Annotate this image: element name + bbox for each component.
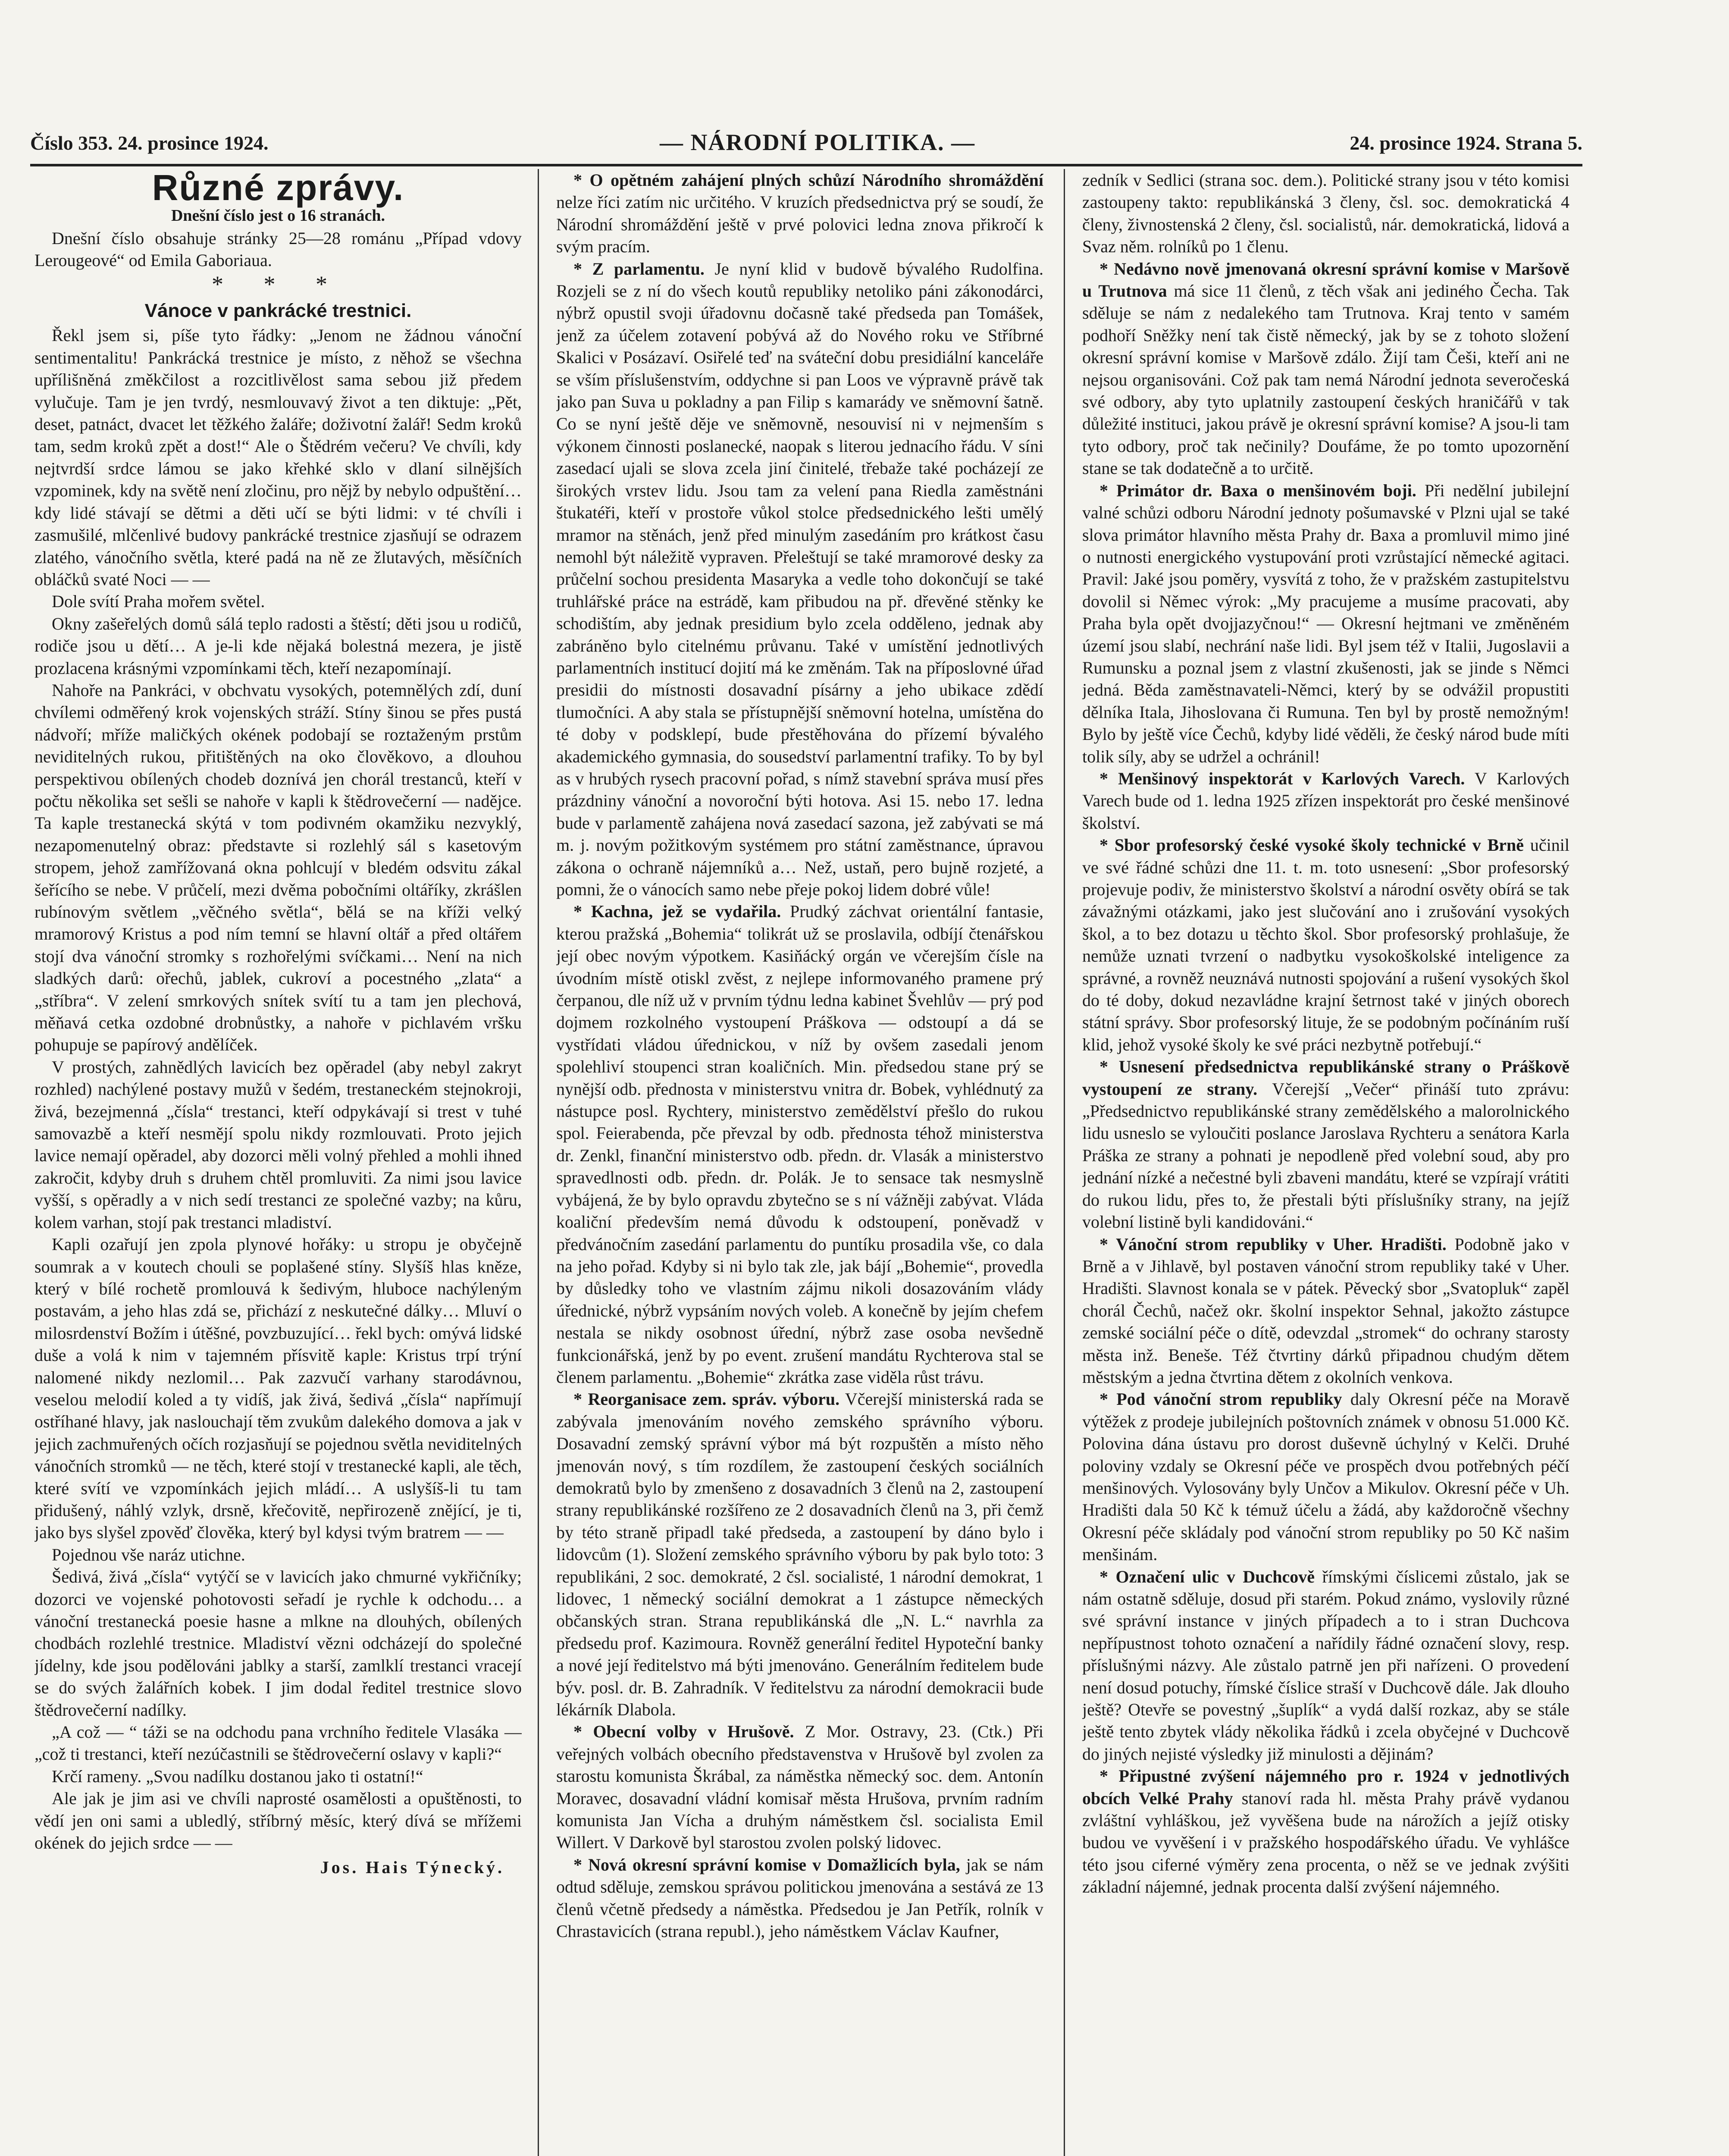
news-items: [1082, 169, 1569, 1898]
news-item: [556, 1388, 1043, 1720]
news-item: [1082, 258, 1569, 479]
news-item-text: zedník v Sedlici (strana soc. dem.). Politické strany jsou v této komisi zastoupeny takto: republikánská 3 členy, čsl. soc. demokratická 4 členy, živnostenská 2 členy, čsl. socialistů, nár. demokratická, lidová a Svaz něm. rolníků po 1 členu.: [1082, 170, 1569, 257]
issue-number-date: Číslo 353. 24. prosince 1924.: [30, 132, 269, 154]
news-item-text: Včerejší „Večer“ přináší tuto zprávu: „Předsednictvo republikánské strany zemědělského a malorolnického lidu usneslo se vyloučiti poslance Jaroslava Rychteru a senátora Karla Práška ze strany a pohnati je nepodleně před volební soud, aby pro jednání nízké a nečestné byli zbaveni mandátu, které se vzpírají vrátiti do rukou lidu, přes to, že přestali býti příslušníky strany, na jejíž volební listině byli kandidováni.“: [1082, 1079, 1569, 1232]
news-item: [556, 258, 1043, 901]
news-item-text: nelze říci zatím nic určitého. V kruzích předsednictva prý se soudí, že Národní shromáždění ještě v prvé polovici ledna znova přikročí k svým pracím.: [556, 192, 1043, 257]
article-paragraph: Krčí rameny. „Svou nadílku dostanou jako ti ostatní!“: [52, 1766, 423, 1786]
news-item: [1082, 1765, 1569, 1898]
article-paragraph: V prostých, zahnědlých lavicích bez opěradel (aby nebyl zakryt rozhled) nachýlené postavy mužů v šedém, trestaneckém stejnokroji, živá, bezejmenná „čísla“ trestanci, kteří odpykávají si trest v tuhé samovazbě a kteří nesmějí spolu nikdy rozmlouvati. Proto jejich lavice nemají opěradel, aby dozorci měli volný přehled a mohli ihned zakročit, kdyby druh s druhem chtěl promluviti. Za nimi jsou lavice vyšší, s opěradly a v nich sedí trestanci ze společné vazby; na kůru, kolem varhan, stojí pak trestanci mladiství.: [34, 1057, 522, 1232]
article-paragraph: Nahoře na Pankráci, v obchvatu vysokých, potemnělých zdí, duní chvílemi odměřený krok vojenských stráží. Stíny šinou se přes pustá nádvoří; mříže maličkých okének podobají se roztaženým prstům neviditelných rukou, přitištěných na oko člověkovo, a dlouhou perspektivou obílených chodeb doznívá jen chorál trestanců, kteří v počtu několika set sešli se nahoře v kapli k štědrovečerní — nadějce. Ta kaple trestanecká skýtá v tom podivném okamžiku nezvyklý, nezapomenutelný obraz: představte si rozlehlý sál s kasetovým stropem, jehož zamřížovaná okna pohlcují v bledém odsvitu zákal šeřícího se nebe. V průčelí, mezi dvěma pobočními oltáříky, zkrášlen rubínovým světlem „věčného světla“, bělá se na kříži velký mramorový Kristus a pod ním temní se hlavní oltář a před oltářem stojí dva vánoční stromky s rozhořelými svíčkami… Není na nich sladkých darů: ořechů, jablek, cukroví a pocestného „zlata“ a „stříbra“. V zelení smrkových snítek svítí tu a tam jen plechová, měňavá cetka ozdobné drobnůstky, a nahoře v pichlavém vršku pohupuje se papírový andělíček.: [34, 680, 522, 1055]
news-item-heading: * Reorganisace zem. správ. výboru.: [573, 1389, 840, 1409]
news-item: [1082, 479, 1569, 768]
news-item-heading: * Menšinový inspektorát v Karlových Varech.: [1099, 768, 1465, 788]
article-paragraph: Kapli ozařují jen zpola plynové hořáky: u stropu je obyčejně soumrak a v koutech chouli se poplašené stíny. Slyšíš hlas kněze, který v bílé rochetě promlouvá k šedivým, hluboce nachýleným postavám, a jeho hlas zdá se, přichází z neskutečné dálky… Mluví o milosrdenství Božím i útěšné, povzbuzující… řekl bych: omývá lidské duše a volá k nim v tajemném přísvitě kaple: Kristus trpí trýní nalomené nikdy nezlomil… Pak zazvučí varhany starodávnou, veselou melodií koled a ty vidíš, jak živá, šedivá „čísla“ napřímují ostříhané hlavy, jak naslouchají těm zvukům dalekého domova a jak v jejich zachmuřených očích rozjasňují se pojednou světla neviditelných vánočních stromků — ne těch, které stojí v trestanecké kapli, ale těch, které svítí ve vzpomínkách jejich mládí… A uslyšíš-li tu tam přidušený, náhlý vzlyk, drsně, křečovitě, nepřirozeně znějící, je ti, jako bys slyšel zpověď člověka, který byl kdysi tvým bratrem — —: [34, 1235, 522, 1542]
news-item-heading: * Primátor dr. Baxa o menšinovém boji.: [1099, 480, 1416, 500]
news-item-heading: * Označení ulic v Duchcově: [1099, 1567, 1315, 1586]
column-2: [556, 169, 1043, 2156]
news-item: [1082, 169, 1569, 258]
article-paragraph: Pojednou vše naráz utichne.: [52, 1545, 245, 1564]
notice-text: Dnešní číslo obsahuje stránky 25—28 románu „Případ vdovy Lerougeové“ od Emila Gaboriaua.: [34, 228, 522, 270]
column-divider: [1064, 169, 1065, 2156]
news-item-text: Při nedělní jubilejní valné schůzi odboru Národní jednoty pošumavské v Plzni ujal se také slova primátor hlavního města Prahy dr. Baxa a promluvil mimo jiné o nutnosti energického vystupování proti vzrůstající německé agitaci. Pravil: Jaké jsou poměry, vysvítá z toho, že v pražském zastupitelstvu dovolil si Němec výrok: „My pracujeme a musíme pracovati, aby Praha byla opět dvojjazyčnou!“ — Okresní hejtmani ve změněném území jsou slabí, nechrání naše lidi. Byl jsem též v Italii, Jugoslavii a Rumunsku a poznal jsem z vlastní zkušenosti, jak se jinde s Němci jedná. Běda zaměstnavateli-Němci, který by se odvážil propustiti dělníka Itala, Jihoslovana či Rumuna. Ten byl by prostě nemožným! Bylo by ještě více Čechů, kdyby lidé věděli, že český národ bude míti tolik síly, aby se udržel a ochránil!: [1082, 480, 1569, 766]
news-item-text: má sice 11 členů, z těch však ani jediného Čecha. Tak sděluje se nám z nedalekého tam Trutnova. Kraj tento v samém podhoří Sněžky není tak čistě německý, jak by se z tohoto složení okresní správní komise v Maršově zdálo. Žijí tam Češi, kteří ani ne nejsou organisováni. Což pak tam nemá Národní jednota severočeská své odbory, aby tyto uplatnily zastoupení českých hraničářů v tak důležité instituci, jakou právě je okresní správní komise? A jsou-li tam tyto odbory, proč tak nečinily? Doufáme, že po tomto upozornění stane se tak dodatečně a to určitě.: [1082, 281, 1569, 478]
news-item-text: učinil ve své řádné schůzi dne 11. t. m. toto usnesení: „Sbor profesorský projevuje podiv, že ministerstvo školství a národní osvěty obírá se tak závažnými otázkami, jako jest slučování ano i zrušování vysokých škol, a to bez dotazu u těchto škol. Sbor profesorský prohlašuje, že nemůže uznati tvrzení o nadbytku vysokoškolské inteligence za správné, a rovněž neuznává nutnosti spojování a rušení vysokých škol do té doby, dokud nezavládne krajní šetrnost také v jiných oborech státní správy. Sbor profesorský lituje, že se podobným počínáním ruší klid, jehož vysoké školy ke své práci nezbytně potřebují.“: [1082, 835, 1569, 1054]
news-item: [556, 169, 1043, 258]
news-item-heading: * Kachna, jež se vydařila.: [573, 902, 781, 921]
notice-heading: Dnešní číslo jest o 16 stranách.: [171, 207, 385, 225]
news-item-text: daly Okresní péče na Moravě výtěžek z prodeje jubilejních poštovních známek v obnosu 51.000 Kč. Polovina dána ústavu pro dorost duševně úchylný v Kelči. Druhé poloviny vzdaly se Okresní péče ve prospěch dvou potřebných péčí menšinových. Vylosovány byly Unčov a Mikulov. Okresní péče v Uh. Hradišti dala 50 Kč k témuž účelu a žádá, aby každoročně všechny Okresní péče skládaly pod vánoční strom republiky po 50 Kč našim menšinám.: [1082, 1389, 1569, 1564]
news-item-text: Prudký záchvat orientální fantasie, kterou pražská „Bohemia“ tolikrát už se proslavila, odbíjí čtenářskou její obec novým výpotkem. Kasiňácký orgán ve včerejším čísle na úvodním místě otiskl zvěst, z nejlepe informovaného pramene prý čerpanou, dle níž už v prvním týdnu ledna kabinet Švehlův — prý pod dojmem rozkolného vystoupení Práškova — odstoupí a dá se vystřídati vládou úřednickou, v níž by ovšem zasedali jenom spolehliví stoupenci stran koaličních. Min. předsedou stane prý se nynější odb. přednosta v ministerstvu vnitra dr. Bobek, vyhlédnutý za nástupce posl. Rychtery, ministerstvo zemědělství přešlo do rukou spol. Feierabenda, pče převzal by odb. přednosta téhož ministerstva dr. Zenkl, finanční ministerstvo odb. předn. dr. Vlasák a ministerstvo spravedlnosti odb. předn. dr. Polák. Je to sensace tak nesmyslně vybájená, že by bylo opravdu zbytečno se s ní vážněji zabývat. Vláda koaliční především nemá důvodu k odstoupení, poněvadž v předvánočním zasedání parlamentu do puntíku prosadila vše, co dala na jeho pořad. Kdyby si ni bylo tak zle, jak bájí „Bohemie“, provedla by důsledky toho ve vlastním zájmu nikoli dosazováním vlády úřednické, nýbrž vypsáním nových voleb. A konečně by jejím chefem nestala se nikdy osobnost úřední, nýbrž zase osoba nevšedně funkcionářská, jenž by po event. zrušení mandátu Rychterova stal se členem parlamentu. „Bohemie“ zkrátka zase viděla růst trávu.: [556, 902, 1043, 1387]
article-heading: Vánoce v pankrácké trestnici.: [144, 300, 412, 322]
news-item-heading: * Usnesení předsednictva republikánské strany o Práškově vystoupení ze strany.: [1082, 1057, 1569, 1099]
article-signature: Jos. Hais Týnecký.: [320, 1858, 504, 1877]
article-paragraph: Okny zašeřelých domů sálá teplo radosti a štěstí; děti jsou u rodičů, rodiče jsou u dětí… A je-li kde nějaká bolestná mezera, je jistě prozlacena krásnými vzpomínkami těch, kteří nezapomínají.: [34, 614, 522, 678]
news-item: [1082, 1233, 1569, 1388]
news-item: [556, 1720, 1043, 1853]
date-page-number: 24. prosince 1924. Strana 5.: [1350, 132, 1582, 154]
news-item-heading: * Nová okresní správní komise v Domažlicích byla,: [573, 1855, 960, 1874]
article-body: [34, 324, 522, 1854]
news-item-text: Včerejší ministerská rada se zabývala jmenováním nového zemského správního výboru. Dosavadní zemský správní výbor má být rozpuštěn a místo něho jmenován nový, s tím rozdílem, že zastoupení českých sociálních demokratů bylo by zmenšeno z dosavadních 3 členů na 2, zastoupení strany republikánské rozšířeno ze 2 dosavadních členů na 3, při čemž by této straně připadl také předseda, a zastoupení by dáno bylo i lidovcům (1). Složení zemského správního výboru by pak bylo toto: 3 republikáni, 2 soc. demokraté, 2 čsl. socialisté, 1 národní demokrat, 1 lidovec, 1 německý sociální demokrat a 1 zástupce německých občanských stran. Strana republikánská dle „N. L.“ navrhla za předsedu prof. Kazimoura. Rovněž generální ředitel Hypoteční banky a nové její ředitelstvo má býti jmenováno. Generálním ředitelem bude býv. posl. dr. B. Zahradník. V ředitelstvu za národní demokracii bude lékárník Dlabola.: [556, 1389, 1043, 1720]
news-item-text: římskými číslicemi zůstalo, jak se nám ostatně sděluje, dosud při starém. Pokud známo, vyslovily různé své správní instance v jiných případech a to i stran Duchcova nepřípustnost tohoto označení a nařídily řádné označení slovy, resp. příslušnými názvy. Ale zůstalo patrně jen při nařízeni. O provedení není dosud potuchy, římské číslice straší v Duchcově dále. Jak dlouho ještě? Otevře se povestný „šuplík“ a vydá další rozkaz, aby se stále ještě tento zbytek vlády několika řádků i zcela obyčejné v Duchcově do jiných nejisté výsledky již minulosti a dějinám?: [1082, 1567, 1569, 1764]
article-paragraph: Řekl jsem si, píše tyto řádky: „Jenom ne žádnou vánoční sentimentalitu! Pankrácká trestnice je místo, z něhož se všechna upřílišněná změkčilost a rozcitlivělost sama sebou již předem vylučuje. Tam je jen tvrdý, nesmlouvavý život a ten diktuje: „Pět, deset, patnáct, dvacet let těžkého žaláře; doživotní žalář! Sedm kroků tam, sedm kroků zpět a dost!“ Ale o Štědrém večeru? Ve chvíli, kdy nejtvrdší srdce lámou se jako křehké sklo v dlaní silnějších vzpominek, kdy na světě není zločinu, pro nějž by nebylo odpuštění… kdy lidé stávají se dětmi a děti učí se býti lidmi: v té chvíli i zasmušilé, mlčenlivé budovy pankrácké trestnice zjasňují se odrazem zlatého, vánočního světla, které padá na ně ze žlutavých, měsíčních obláčků svaté Noci — —: [34, 326, 522, 589]
news-item: [1082, 1388, 1569, 1565]
section-title: Různé zprávy.: [152, 169, 404, 208]
article-paragraph: Ale jak je jim asi ve chvíli naprosté osamělosti a opuštěnosti, to vědí jen oni sami a ubledlý, stříbrný měsíc, který dívá se mřížemi okének do jejich srdce — —: [34, 1789, 522, 1853]
article-paragraph: Dole svítí Praha mořem světel.: [52, 592, 265, 611]
news-item-text: Z Mor. Ostravy, 23. (Ctk.) Při veřejných volbách obecního představenstva v Hrušově byl zvolen za starostu komunista Škrábal, za náměstka německý soc. dem. Antonín Moravec, dosavadní vládní komisař města Hrušova, prvním radním komunista Jan Vícha a druhým náměstkem čsl. socialista Emil Willert. V Darkově byl starostou zvolen polský lidovec.: [556, 1722, 1043, 1852]
news-item: [1082, 768, 1569, 834]
masthead: — NÁRODNÍ POLITIKA. —: [660, 129, 976, 155]
news-item-text: V Karlových Varech bude od 1. ledna 1925 zřízen inspektorát pro české menšinové školství.: [1082, 768, 1569, 833]
article-paragraph: Šedivá, živá „čísla“ vytýčí se v lavicích jako chmurné vykřičníky; dozorci ve vojenské pohotovosti seřadí je rychle k odchodu… a vánoční trestanecká poesie hasne a mlkne na dlouhých, obílených chodbách rozlehlé trestnice. Mladiství vězni odcházejí do společné jídelny, kde jsou podělováni jablky a starší, zamlklí trestanci vracejí se do svých žalářních kobek. I jim dodal ředitel trestnice slovo štědrovečerní nadílky.: [34, 1567, 522, 1720]
news-item-heading: * Obecní volby v Hrušově.: [573, 1722, 794, 1742]
page-header: [30, 129, 1582, 166]
news-item: [1082, 834, 1569, 1056]
news-item-text: Je nyní klid v budově bývalého Rudolfina. Rozjeli se z ní do všech koutů republiky netoliko páni zákonodárci, nýbrž opustil svoji úřadovnu dočasně také předseda pan Tomášek, jenž za účelem zotavení pobývá až do Nového roku ve Stříbrné Skalici v Posázaví. Osiřelé teď na sváteční dobu presidiální kanceláře se vším příslušenstvím, oddychne si pan Loos ve výpravně právě tak jako pan Suva u pokladny a pan Filip s kamarády ve sněmovní šatně. Co se nyní ještě děje ve sněmovně, nesouvisí ni v nejmenším s výkonem činnosti poslanecké, naopak s literou jednacího řádu. V síni zasedací ujali se slova zcela jiní činitelé, třebaže také pocházejí ze širokých vrstev lidu. Jsou tam za velení pana Riedla zaměstnáni štukatéři, kteří v prostoře vůkol stolce předsednického lešti umělý mramor na stěnách, jenž před minulým zasedáním pro krátkost času nemohl být náležitě vypraven. Přeleštují se také mramorové desky za průčelní sochou presidenta Masaryka a vedle toho dokončují se také truhlářské práce na estrádě, kam přibudou na př. dřevěné stěnky ke schodištím, aby jednak presidium bylo zcela odděleno, jednak aby zabráněno bylo citelnému průvanu. Také v umístění jednotlivých parlamentních institucí dojití má ke změnám. Tak na příposlovné úřad presidii do místnosti dosavadní písárny a jeho ubikace zdědí tlumočníci. A aby stala se přístupnější sněmovní hotelna, umístěna do té doby v podsklepí, bude přestěhována do přízemí bývalého akademického gymnasia, do sousedství parlamentní trafiky. To by byl as v hrubých rysech pracovní pořad, s nímž stavební správa musí přes prázdniny vánoční a novoroční býti hotova. Asi 15. nebo 17. ledna bude v parlamentě zahájena nová zasedací sazona, jež zabývati se má m. j. novým požitkovým systémem pro státní zaměstnance, úpravou zákona o ochraně nájemníků a… Než, ustaň, pero bujně rozjeté, a pomni, že o vánocích samo nebe přeje pokoj lidem dobré vůle!: [556, 259, 1043, 899]
column-divider: [538, 169, 539, 2156]
news-item: [556, 1854, 1043, 1943]
news-items: [556, 169, 1043, 1943]
news-item: [1082, 1056, 1569, 1233]
news-item-heading: * Připustné zvýšení nájemného pro r. 1924 v jednotlivých obcích Velké Prahy: [1082, 1766, 1569, 1808]
news-item: [1082, 1566, 1569, 1765]
news-item-heading: * Pod vánoční strom republiky: [1099, 1389, 1342, 1409]
news-item-heading: * Z parlamentu.: [573, 259, 705, 279]
news-item-heading: * O opětném zahájení plných schůzí Národního shromáždění: [573, 170, 1043, 190]
news-item-heading: * Vánoční strom republiky v Uher. Hradišti.: [1099, 1234, 1447, 1254]
article-paragraph: „A což — “ táži se na odchodu pana vrchního ředitele Vlasáka — „což ti trestanci, kteří nezúčastnili se štědrovečerní oslavy v kapli?“: [34, 1722, 522, 1764]
news-item: [556, 900, 1043, 1388]
news-item-heading: * Sbor profesorský české vysoké školy technické v Brně: [1099, 835, 1524, 855]
column-1: [34, 169, 522, 2156]
header-rule: [30, 164, 1582, 166]
column-3: [1082, 169, 1569, 2156]
news-item-heading: * Nedávno nově jmenovaná okresní správní komise v Maršově u Trutnova: [1082, 259, 1569, 301]
separator-stars: * * *: [212, 271, 345, 297]
news-item-text: jak se nám odtud sděluje, zemskou správou politickou jmenována a sestává ze 13 členů včetně předsedy a náměstka. Předsedou je Jan Petřík, rolník v Chrastavicích (strana republ.), jeho náměstkem Václav Kaufner,: [556, 1855, 1043, 1941]
news-item-text: stanoví rada hl. města Prahy právě vydanou zvláštní vyhláškou, jež vyvěšena bude na nárožích a jejíž otisky budou ve vyvěšení i v pražského hospodářského úřadu. Ve vyhlášce této jsou ciferné výměry zena procenta, o něž se ve jednak zvýšiti základní nájemné, jednak procenta další zvýšení nájemného.: [1082, 1788, 1569, 1897]
news-item-text: Podobně jako v Brně a v Jihlavě, byl postaven vánoční strom republiky také v Uher. Hradišti. Slavnost konala se v pátek. Pěvecký sbor „Svatopluk“ zapěl chorál Čechů, načež okr. školní inspektor Sehnal, jakožto zástupce zemské sociální péče o dítě, odevzdal „stromek“ do ochrany starosty města inž. Beneše. Též čtvrtiny dárků připadnou chudým dětem městským a jedna čtvrtina dětem z okolních venkova.: [1082, 1234, 1569, 1387]
